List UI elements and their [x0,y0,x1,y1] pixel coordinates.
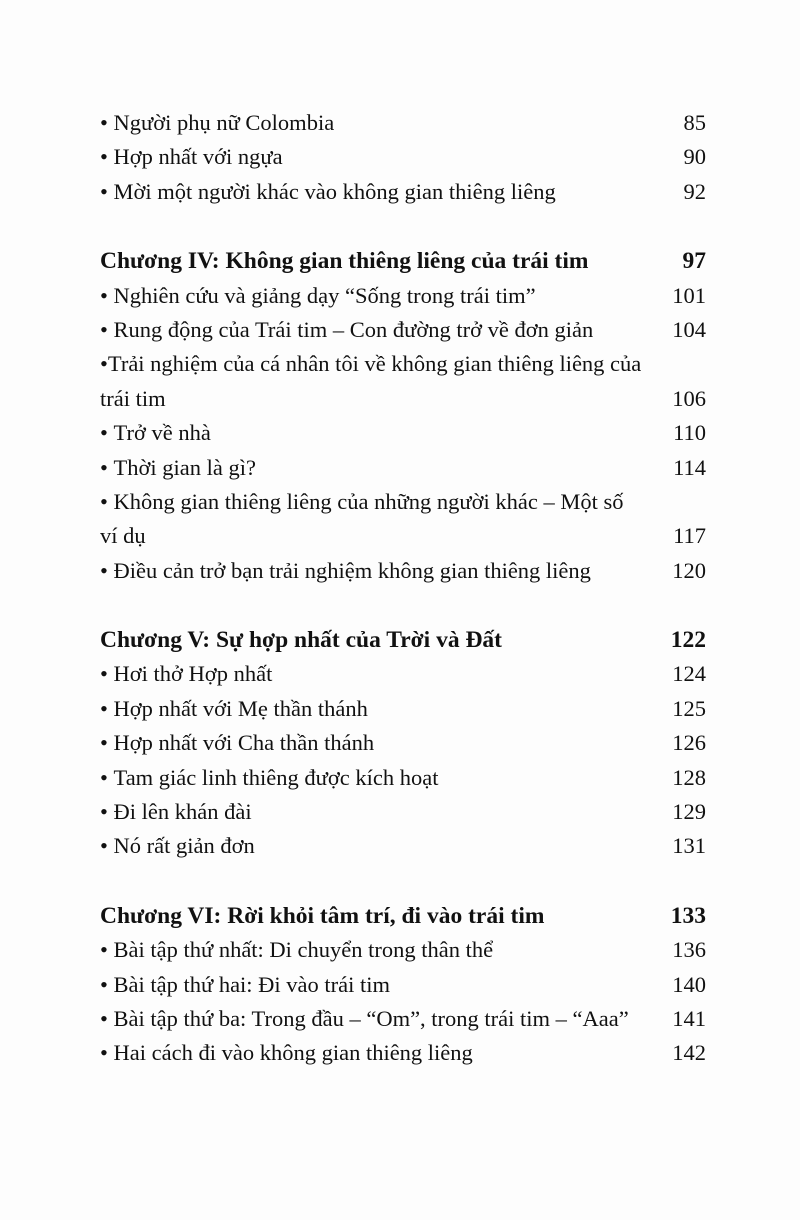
toc-entry-title-line1: •Trải nghiệm của cá nhân tôi về không gian thiêng liêng của [100,351,642,377]
section-gap [100,588,706,623]
section-gap [100,209,706,244]
toc-entry-title: • Bài tập thứ nhất: Di chuyển trong thân thể [100,933,672,967]
toc-entry-title: • Thời gian là gì? [100,451,673,485]
toc-entry-title: • Bài tập thứ hai: Đi vào trái tim [100,968,672,1002]
toc-entry-title: • Người phụ nữ Colombia [100,106,684,140]
toc-entry-title: • Hợp nhất với ngựa [100,140,684,174]
toc-entry-page: 104 [672,316,706,342]
toc-entry-page: 128 [672,764,706,790]
toc-entry [100,175,706,209]
toc-entry-title-line1 [100,485,706,519]
toc-entry-page: 114 [673,454,706,480]
toc-entry [100,140,706,174]
toc-entry-page: 131 [672,833,706,859]
chapter-title: Chương IV: Không gian thiêng liêng của trái tim [100,248,589,275]
toc-entry [100,416,706,450]
toc-entry-page: 110 [673,420,706,446]
toc-entry-title: • Trở về nhà [100,416,673,450]
toc-entry-page: 90 [683,144,706,170]
toc-entry [100,968,706,1002]
chapter-heading [100,623,706,657]
toc-entry [100,761,706,795]
toc-entry-title: • Hai cách đi vào không gian thiêng liêng [100,1036,672,1070]
toc-entry [100,106,706,140]
toc-entry-page: 124 [672,661,706,687]
toc-entry-title: • Hơi thở Hợp nhất [100,657,672,691]
toc-entry-page: 125 [672,695,706,721]
toc-entry-page: 142 [672,1040,706,1066]
toc-entry [100,829,706,863]
toc-entry-page: 85 [683,110,706,135]
chapter-heading [100,244,706,278]
table-of-contents [100,106,706,1071]
toc-entry [100,657,706,691]
toc-entry-title: • Mời một người khác vào không gian thiêng liêng [100,175,684,209]
toc-entry [100,726,706,760]
toc-entry-page: 136 [672,937,706,963]
chapter-heading [100,899,706,933]
toc-entry-title-line2: trái tim [100,385,166,411]
toc-entry-title: • Bài tập thứ ba: Trong đầu – “Om”, trong trái tim – “Aaa” [100,1002,672,1036]
chapter-page: 122 [670,627,706,654]
toc-entry [100,382,706,416]
toc-entry [100,313,706,347]
chapter-title: Chương VI: Rời khỏi tâm trí, đi vào trái tim [100,902,545,929]
toc-entry [100,554,706,588]
toc-entry [100,692,706,726]
toc-entry-title: • Điều cản trở bạn trải nghiệm không gian thiêng liêng [100,554,672,588]
toc-entry-page: 117 [673,523,706,549]
chapter-page: 133 [670,902,706,929]
toc-entry-page: 120 [672,557,706,583]
toc-entry [100,1002,706,1036]
section-gap [100,864,706,899]
toc-entry-title: • Tam giác linh thiêng được kích hoạt [100,761,672,795]
toc-entry-page: 141 [672,1005,706,1031]
toc-entry-title-text: Không gian thiêng liêng của những người khác – Một số [113,488,624,514]
toc-entry-title: • Nó rất giản đơn [100,829,672,863]
toc-entry [100,519,706,553]
toc-entry-page: 92 [683,178,706,204]
toc-entry-title: • Rung động của Trái tim – Con đường trở về đơn giản [100,313,672,347]
toc-entry-title: • Nghiên cứu và giảng dạy “Sống trong trái tim” [100,279,672,313]
toc-entry [100,933,706,967]
toc-entry [100,451,706,485]
toc-entry-page: 101 [672,282,706,308]
toc-entry-page: 126 [672,730,706,756]
toc-entry-title: • Hợp nhất với Cha thần thánh [100,726,672,760]
toc-entry-page: 129 [672,799,706,825]
toc-entry [100,279,706,313]
toc-entry-title: • Hợp nhất với Mẹ thần thánh [100,692,672,726]
chapter-title: Chương V: Sự hợp nhất của Trời và Đất [100,627,503,654]
chapter-page: 97 [682,248,706,275]
toc-entry-page: 106 [672,385,706,411]
toc-entry-title: • Đi lên khán đài [100,795,672,829]
toc-entry [100,795,706,829]
toc-entry-title-line2: ví dụ [100,523,146,549]
toc-entry [100,1036,706,1070]
toc-entry-page: 140 [672,971,706,997]
